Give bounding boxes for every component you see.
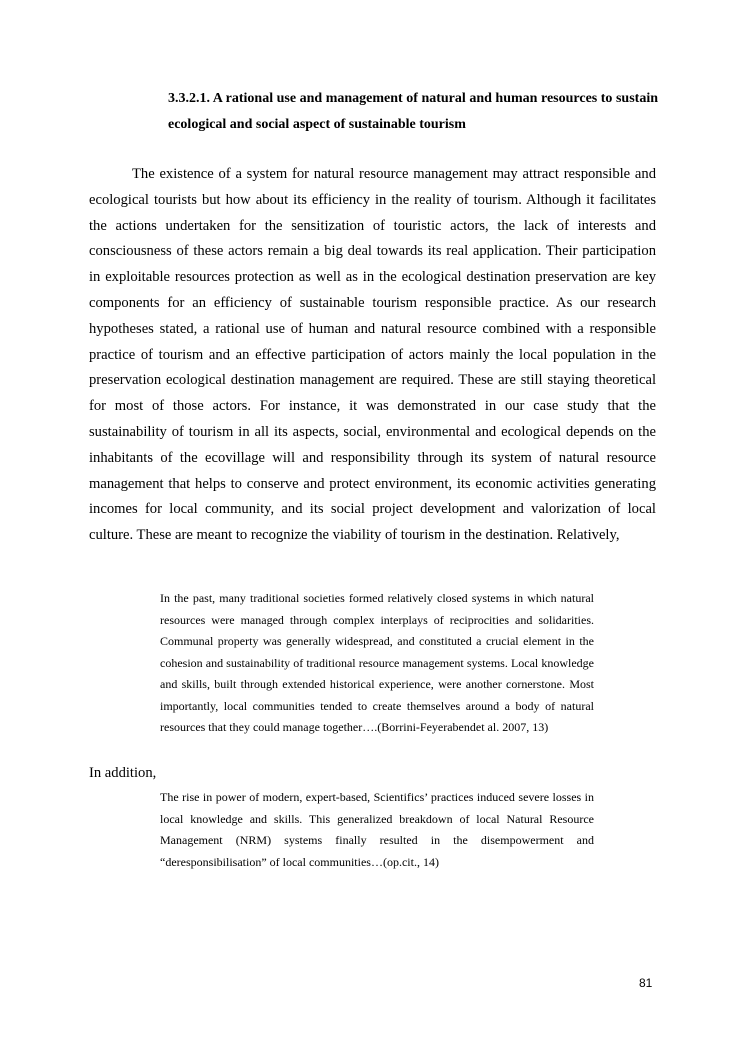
transition-text: In addition, bbox=[89, 765, 157, 781]
body-paragraph: The existence of a system for natural resource management may attract responsible and ecological tourists but how about its efficiency in the reality of tourism. Although it facilitates the actions undertaken for the sensitization of touristic actors, the lack of interests and consciousness of these actors remain a big deal towards its real application. Their participation in exploitable resources protection as well as in the ecological destination preservation are key components for an efficiency of sustainable tourism responsible practice. As our research hypotheses stated, a rational use of human and natural resource combined with a responsible practice of tourism and an effective participation of actors mainly the local population in the preservation ecological destination management are required. These are still staying theoretical for most of those actors. For instance, it was demonstrated in our case study that the sustainability of tourism in all its aspects, social, environmental and ecological depends on the inhabitants of the ecovillage will and responsibility through its system of natural resource management that helps to conserve and protect environment, its economic activities generating incomes for local community, and its social project development and valorization of local culture. These are meant to recognize the viability of tourism in the destination. Relatively, bbox=[89, 166, 656, 544]
block-quote-modern-practices: The rise in power of modern, expert-based, Scientifics’ practices induced severe losses in local knowledge and skills. This generalized breakdown of local Natural Resource Management (NRM) systems finally resulted in the disempowerment and “deresponsibilisation” of local communities…(op.cit., 14) bbox=[160, 790, 594, 869]
block-quote-traditional-societies: In the past, many traditional societies formed relatively closed systems in which natural resources were managed through complex interplays of reciprocities and solidarities. Communal property was generally widespread, and constituted a crucial element in the cohesion and sustainability of traditional resource management systems. Local knowledge and skills, built through extended historical experience, were another cornerstone. Most importantly, local communities tended to create themselves around a body of natural resources that they could manage together….(Borrini-Feyerabendet al. 2007, 13) bbox=[160, 591, 594, 734]
section-heading: 3.3.2.1. A rational use and management of natural and human resources to sustain ecological and social aspect of sustainable tourism bbox=[168, 91, 658, 132]
page-number: 81 bbox=[639, 976, 653, 990]
